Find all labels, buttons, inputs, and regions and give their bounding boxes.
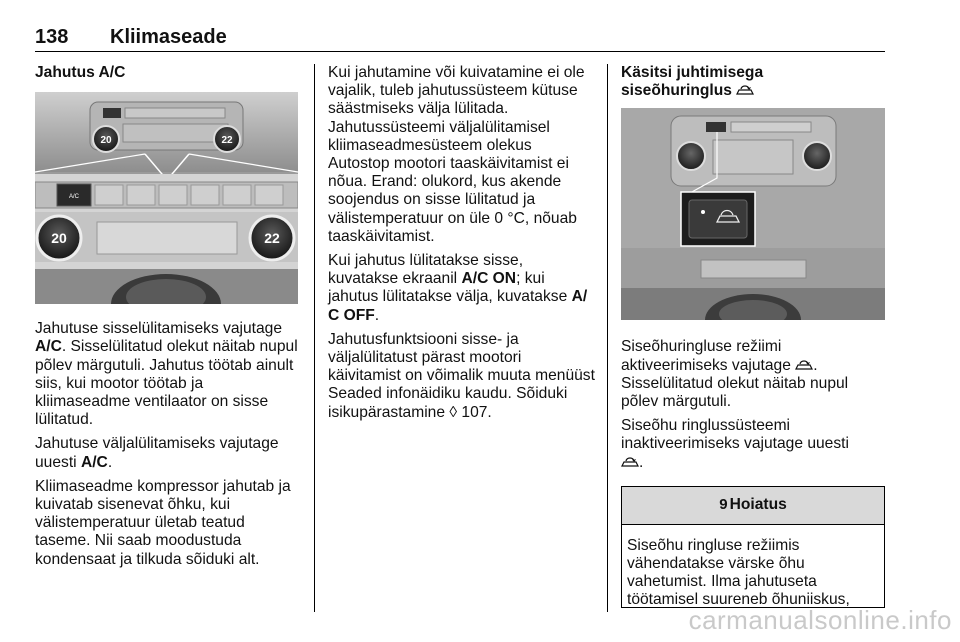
temp-right-small: 22 xyxy=(221,135,233,147)
temp-right: 22 xyxy=(264,230,280,247)
warning-header xyxy=(622,487,884,525)
temp-left-small: 20 xyxy=(100,135,112,147)
recirculation-panel-svg xyxy=(621,108,885,320)
page-reference-arrow-icon: ◊ xyxy=(449,403,458,421)
column-3 xyxy=(621,64,885,608)
paragraph: Jahutussüsteemi väljalülitamisel kliimaseadmesüsteem olekus Autostop mootori taaskäivitamist ei nõua. Erand: olukord, kus akende soojendus on sisse lülitatud ja välistemperatuur on üle 0 °C, nõuab taaskäivitamist. xyxy=(328,118,577,245)
column-divider xyxy=(314,64,315,612)
climate-panel-svg xyxy=(35,92,298,304)
section-title-cooling: Jahutus A/C xyxy=(35,64,126,81)
warning-icon: 9 xyxy=(719,496,728,514)
paragraph: Sisselülitatud olekut näitab nupul põlev märgutuli. xyxy=(621,374,849,411)
page-title: Kliimaseade xyxy=(110,26,227,48)
warning-text: Siseõhu ringluse režiimis vähendatakse värske õhu vahetumist. Ilma jahutuseta töötamisel suureneb õhuniiskus, xyxy=(627,536,850,607)
recirculation-icon xyxy=(621,457,639,468)
column-1 xyxy=(35,64,300,575)
paragraph: Jahutuse väljalülitamiseks vajutage uuesti A/C. xyxy=(35,435,279,471)
recirculation-icon xyxy=(736,85,754,96)
page-header xyxy=(35,22,885,52)
column-2 xyxy=(328,64,596,428)
ac-button-ref: A/C xyxy=(80,453,108,471)
warning-title: Hoiatus xyxy=(729,496,787,514)
temp-left: 20 xyxy=(51,230,67,247)
paragraph: Kui jahutus lülitatakse sisse, kuvatakse ekraanil A/C ON; kui jahutus lülitatakse välja, kuvatakse A/ C OFF. xyxy=(328,252,588,324)
ac-button-ref: A/C xyxy=(35,338,62,356)
page-reference[interactable]: 107. xyxy=(457,403,492,421)
section-title-recirculation: Käsitsi juhtimisega siseõhuringlus xyxy=(621,64,764,100)
paragraph: Siseõhu ringlussüsteemi inaktiveerimiseks vajutage uuesti . xyxy=(621,417,849,471)
paragraph: Kui jahutamine või kuivatamine ei ole vajalik, tuleb jahutussüsteem kütuse säästmiseks välja lülitada. xyxy=(328,64,585,118)
paragraph: Siseõhuringluse režiimi aktiveerimiseks vajutage . xyxy=(621,338,818,374)
column-divider xyxy=(607,64,608,612)
paragraph: Jahutusfunktsiooni sisse- ja väljalülitatust pärast mootori käivitamist on võimalik muuta menüüst Seaded infonäidiku kaudu. Sõiduki isikupärastamine ◊ 107. xyxy=(328,330,595,421)
svg-text:A/C: A/C xyxy=(68,194,80,201)
warning-box xyxy=(621,486,885,608)
recirculation-button-illustration xyxy=(621,108,885,320)
climate-panel-illustration xyxy=(35,92,298,304)
paragraph: Jahutuse sisselülitamiseks vajutage A/C. Sisselülitatud olekut näitab nupul põlev märgutuli. Jahutus töötab ainult siis, kui mootor töötab ja kliimaseadme ventilaator on sisse lülitatud. xyxy=(35,320,298,429)
paragraph: Kliimaseadme kompressor jahutab ja kuivatab sisenevat õhku, kui välistemperatuur ületab teatud taseme. Nii saab moodustuda kondensaat ja tilkuda sõiduki alt. xyxy=(35,477,291,568)
page-number: 138 xyxy=(35,26,69,48)
watermark: carmanualsonline.info xyxy=(688,605,952,635)
recirculation-icon xyxy=(795,360,813,371)
